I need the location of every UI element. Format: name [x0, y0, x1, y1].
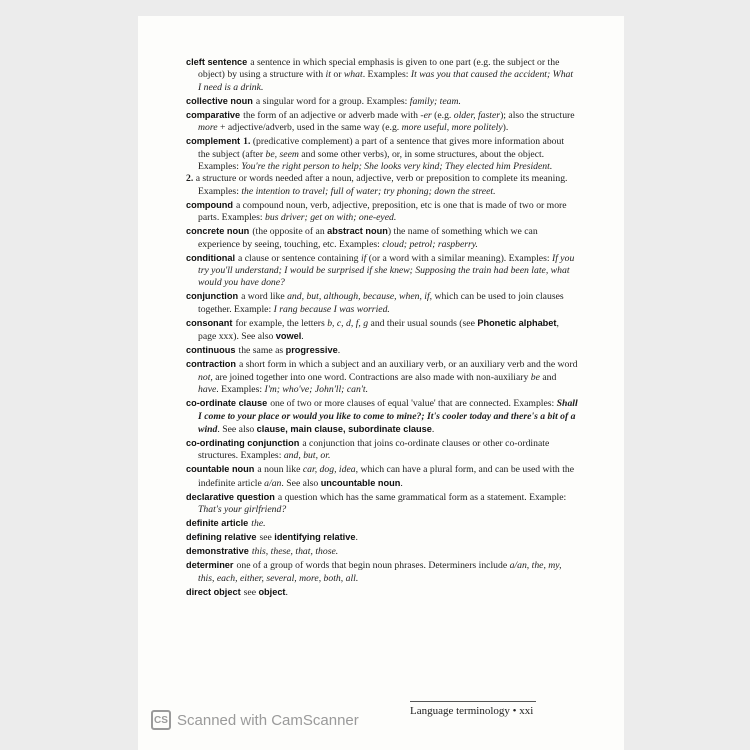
definition-text: and their usual sounds (see — [368, 317, 478, 329]
definition-text: (predicative complement) a part of a sentence that gives more information about the subject (after — [198, 136, 565, 160]
footer-rule — [410, 701, 536, 702]
definition-text: a structure or words needed after a noun, adjective, verb or preposition to complete its meaning. Examples: — [193, 173, 568, 197]
definition-text: a noun like — [257, 464, 303, 476]
glossary-entry — [186, 491, 578, 517]
definition-text: a clause or sentence containing — [238, 252, 361, 264]
example-text: I rang because I was worried. — [273, 303, 390, 315]
entry-term: collective noun — [186, 95, 253, 106]
definition-text: ). — [502, 122, 509, 134]
example-text: car, dog, idea — [302, 464, 356, 476]
definition-text: ); also the structure — [500, 109, 575, 121]
cross-reference: abstract noun — [327, 226, 388, 237]
example-text: cloud; petrol; raspberry. — [382, 238, 478, 250]
definition-text: . — [285, 586, 288, 598]
camscanner-watermark — [151, 710, 359, 730]
definition-text: . Examples: — [216, 384, 265, 396]
definition-text: a question which has the same grammatical form as a statement. Example: — [277, 491, 567, 503]
definition-text: and — [539, 371, 557, 383]
definition-text: see — [259, 532, 275, 544]
example-text: be, seem — [265, 148, 299, 160]
definition-text: a conjunction that joins co-ordinate clauses or other co-ordinate structures. Examples: — [198, 437, 550, 462]
definition-text: or — [330, 69, 344, 81]
definition-text: one of two or more clauses of equal 'value' that are connected. Examples: — [270, 398, 557, 410]
definition-text: (or a word with a similar meaning). Examples: — [366, 252, 552, 264]
entry-term: direct object — [186, 586, 241, 597]
definition-text: , are joined together into one word. Contractions are also made with non-auxiliary — [210, 371, 531, 383]
example-text: a/an, the, my, this, each, either, several, more, both, all. — [198, 560, 562, 584]
entry-sub-definition — [186, 173, 578, 198]
definition-text: . — [337, 345, 341, 357]
definition-text: a word like — [241, 291, 288, 303]
example-text: more useful, more politely — [401, 122, 503, 134]
example-text: I'm; who've; John'll; can't. — [264, 384, 368, 396]
example-text: and, but, although, because, when, if, — [287, 291, 433, 303]
cross-reference: clause, main clause, subordinate clause — [256, 423, 432, 434]
definition-text: (e.g. — [431, 109, 454, 121]
example-text: and, but, or. — [283, 450, 331, 462]
glossary-entry — [186, 586, 578, 599]
example-text: bus driver; get on with; one-eyed. — [265, 212, 397, 224]
example-text: have — [198, 384, 217, 396]
glossary-entry — [186, 109, 578, 135]
entry-term: co-ordinate clause — [186, 398, 268, 409]
definition-text: . See also — [217, 423, 257, 435]
definition-text: and some other verbs), or, in some structures, about the object. Examples: — [198, 148, 545, 173]
glossary-entry — [186, 531, 578, 544]
definition-text: . — [431, 423, 435, 435]
definition-text: for example, the letters — [235, 317, 328, 329]
cross-reference: vowel — [275, 331, 302, 342]
example-text: more — [198, 122, 218, 134]
cross-reference: identifying relative — [274, 532, 356, 543]
entry-term: defining relative — [186, 532, 257, 543]
definition-text: a sentence in which special emphasis is given to one part (e.g. the subject or the object) by using a structure with — [198, 57, 560, 81]
definition-text: the same as — [238, 345, 286, 357]
watermark-text: Scanned with CamScanner — [177, 711, 359, 729]
entry-term: comparative — [186, 109, 241, 120]
example-text: it — [325, 69, 331, 81]
entry-term: countable noun — [186, 464, 255, 475]
example-text: b, c, d, f, g — [327, 317, 369, 329]
definition-text: the form of an adjective or adverb made with — [243, 109, 421, 121]
example-text: be — [530, 371, 540, 383]
definition-text: (the opposite of an — [252, 226, 328, 238]
example-text: if — [360, 252, 367, 264]
glossary-entry — [186, 290, 578, 316]
definition-text: a singular word for a group. Examples: — [255, 95, 410, 107]
example-text: Shall I come to your place or would you like to come to mine?; It's cooler today and there's a bit of a wind — [198, 398, 578, 435]
glossary-entry — [186, 437, 578, 463]
glossary-entry — [186, 199, 578, 225]
glossary-entry — [186, 517, 578, 530]
example-text: You're the right person to help; She looks very kind; They elected him President. — [241, 161, 553, 173]
cross-reference: progressive — [285, 345, 338, 356]
definition-text: a short form in which a subject and an auxiliary verb, or an auxiliary verb and the word — [239, 359, 578, 371]
definition-text: a compound noun, verb, adjective, preposition, etc is one that is made of two or more parts. Examples: — [198, 199, 567, 224]
entry-term: conditional — [186, 252, 235, 263]
entry-term: compound — [186, 199, 233, 210]
entry-term: continuous — [186, 345, 236, 356]
entry-term: concrete noun — [186, 226, 250, 237]
glossary-entry — [186, 135, 578, 198]
glossary-entry — [186, 344, 578, 357]
example-text: what — [343, 69, 363, 81]
entry-term: complement — [186, 136, 241, 147]
entry-term: conjunction — [186, 291, 239, 302]
example-text: family; team. — [409, 95, 461, 107]
glossary-entry — [186, 225, 578, 251]
definition-text: . — [355, 532, 358, 544]
page-footer: Language terminology • xxi — [410, 705, 534, 717]
entry-term: determiner — [186, 560, 234, 571]
entry-term: consonant — [186, 317, 233, 328]
entry-term: co-ordinating conjunction — [186, 437, 300, 448]
glossary-entry — [186, 252, 578, 290]
definition-text: see — [243, 586, 259, 598]
glossary-entry — [186, 397, 578, 436]
glossary-entry — [186, 56, 578, 94]
definition-text: , page xxx). See also — [198, 317, 559, 343]
example-text: this, these, that, those. — [251, 546, 339, 558]
example-text: the. — [251, 518, 266, 530]
entry-term: declarative question — [186, 491, 275, 502]
definition-text: + adjective/adverb, used in the same way (e.g. — [217, 122, 402, 134]
cross-reference: uncountable noun — [320, 477, 401, 488]
definition-text: . See also — [281, 477, 321, 489]
glossary-entry — [186, 317, 578, 344]
cross-reference: object — [258, 586, 286, 597]
example-text: -er — [420, 109, 432, 121]
definition-text: one of a group of words that begin noun phrases. Determiners include — [236, 560, 510, 572]
glossary-entry — [186, 95, 578, 108]
definition-text: which can be used to join clauses together. Example: — [198, 291, 564, 315]
example-text: 2. — [186, 173, 194, 185]
entry-term: contraction — [186, 359, 237, 370]
entry-term: definite article — [186, 518, 249, 529]
example-text: the intention to travel; full of water; try phoning; down the street. — [241, 185, 496, 197]
glossary-entry — [186, 463, 578, 490]
entry-term: cleft sentence — [186, 57, 248, 67]
definition-text: ) the name of something which we can experience by seeing, touching, etc. Examples: — [198, 226, 538, 250]
example-text: It was you that caused the accident; What I need is a drink. — [198, 69, 574, 93]
definition-text: . — [301, 331, 304, 343]
example-text: not — [198, 371, 211, 383]
example-text: older, faster — [453, 109, 501, 121]
camscanner-logo-icon: CS — [151, 710, 171, 730]
glossary-entries — [186, 56, 578, 600]
glossary-entry — [186, 559, 578, 585]
definition-text: , which can have a plural form, and can be used with the indefinite article — [198, 464, 575, 489]
cross-reference: Phonetic alphabet — [477, 317, 557, 328]
glossary-entry — [186, 545, 578, 558]
definition-text: . — [400, 477, 403, 489]
example-text: a/an — [264, 477, 282, 489]
example-text: That's your girlfriend? — [198, 504, 287, 516]
example-text: 1. — [243, 136, 251, 148]
glossary-entry — [186, 358, 578, 396]
example-text: If you try you'll understand; I would be surprised if she knew; Supposing the train had been late, what would you have done? — [198, 252, 575, 289]
definition-text: . Examples: — [362, 69, 411, 81]
entry-term: demonstrative — [186, 546, 249, 557]
